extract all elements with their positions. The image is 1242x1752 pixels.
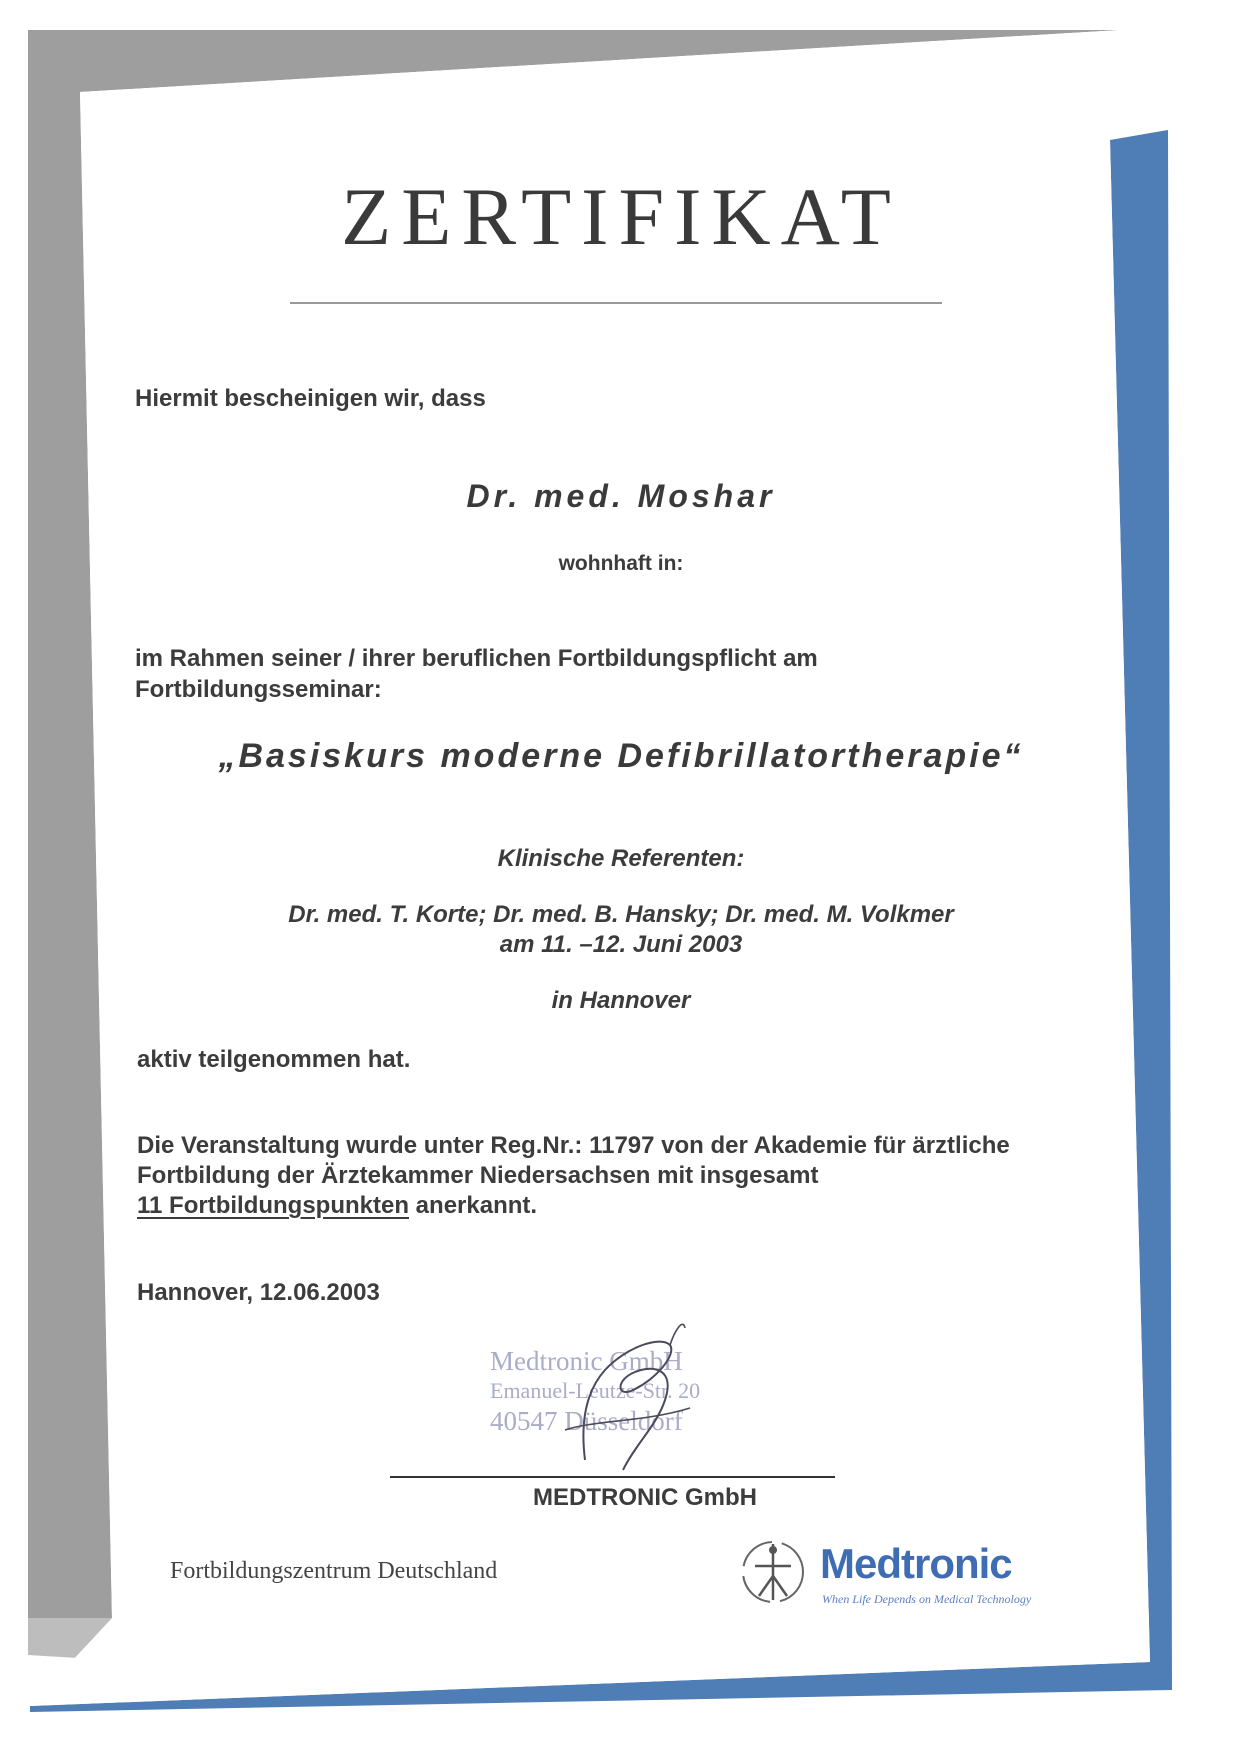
accreditation-line-2: Fortbildung der Ärztekammer Niedersachsen mit insgesamt (137, 1162, 819, 1189)
participation-text: aktiv teilgenommen hat. (137, 1046, 411, 1073)
certificate-title: ZERTIFIKAT (341, 171, 901, 262)
stamp-line-3: 40547 Düsseldorf (490, 1406, 683, 1436)
medtronic-tagline: When Life Depends on Medical Technology (822, 1592, 1032, 1606)
accreditation-line-3 (137, 1190, 537, 1221)
place-and-date: Hannover, 12.06.2003 (137, 1279, 380, 1306)
intro-text: Hiermit bescheinigen wir, dass (135, 385, 486, 412)
credit-points: 11 Fortbildungspunkten (137, 1192, 410, 1219)
footer-department: Fortbildungszentrum Deutschland (170, 1558, 498, 1584)
participant-name: Dr. med. Moshar (466, 478, 776, 514)
residence-label: wohnhaft in: (558, 552, 684, 575)
signature-line (390, 1476, 835, 1478)
event-location: in Hannover (551, 987, 691, 1014)
speakers-list: Dr. med. T. Korte; Dr. med. B. Hansky; Dr. med. M. Volkmer (288, 901, 954, 928)
event-dates: am 11. –12. Juni 2003 (499, 931, 743, 958)
title-divider (290, 302, 942, 304)
handwritten-signature (525, 1310, 715, 1480)
stamp-line-1: Medtronic GmbH (490, 1346, 683, 1376)
course-title: „Basiskurs moderne Defibrillatortherapie“ (218, 737, 1024, 775)
medtronic-wordmark: Medtronic (820, 1540, 1012, 1587)
signatory-name: MEDTRONIC GmbH (533, 1484, 757, 1511)
speakers-label: Klinische Referenten: (497, 845, 745, 872)
context-line-1: im Rahmen seiner / ihrer beruflichen Fortbildungspflicht am (135, 645, 818, 672)
credit-points-suffix: anerkannt. (409, 1192, 538, 1219)
context-line-2: Fortbildungsseminar: (135, 676, 382, 703)
medtronic-logo-icon (735, 1536, 815, 1608)
accreditation-line-1: Die Veranstaltung wurde unter Reg.Nr.: 11797 von der Akademie für ärztliche (137, 1132, 1010, 1159)
stamp-line-2: Emanuel-Leutze-Str. 20 (490, 1378, 701, 1403)
